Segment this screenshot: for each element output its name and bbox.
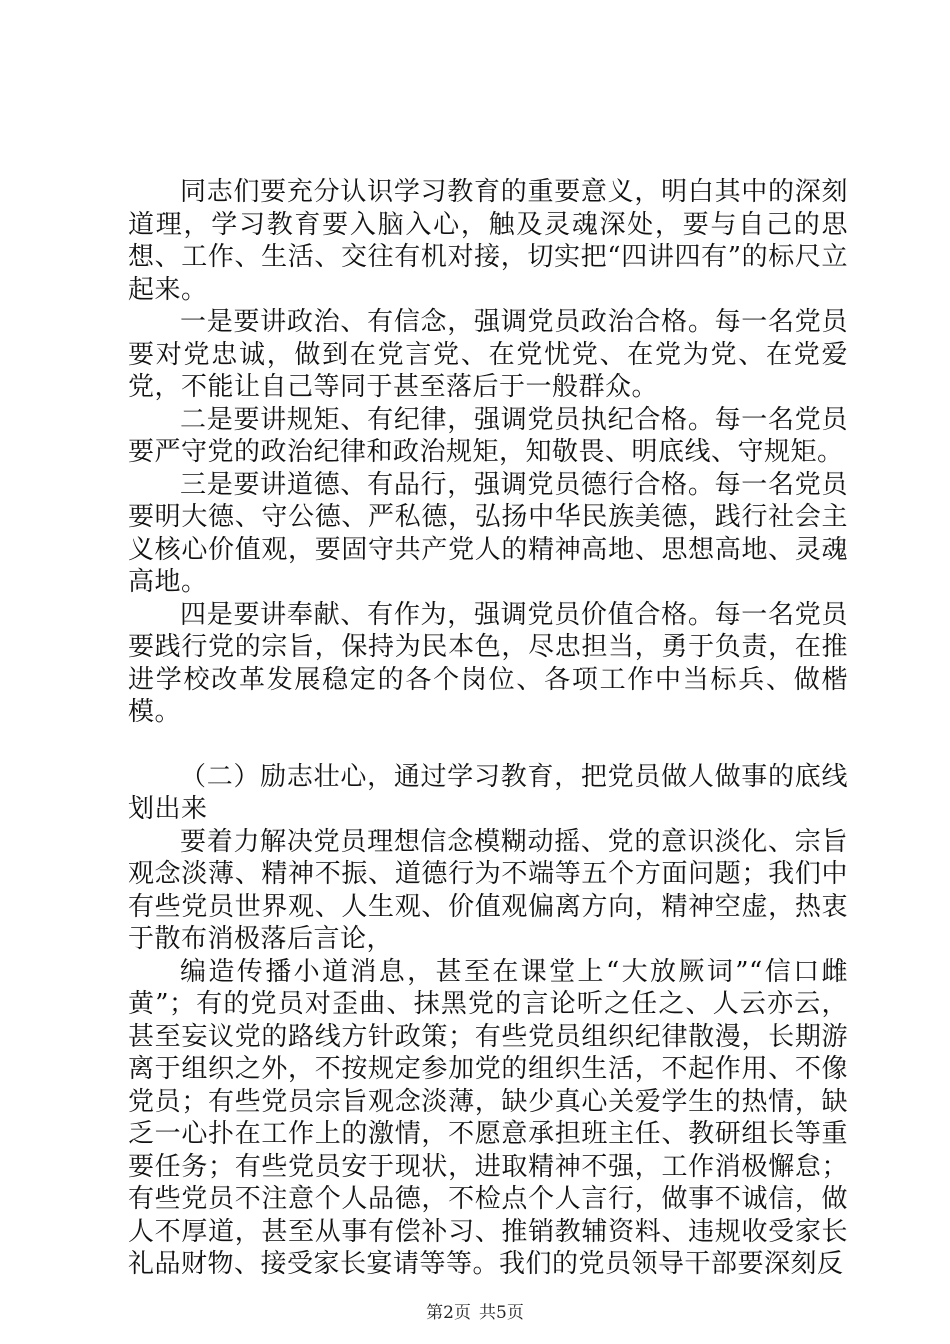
page-number: 第2页 (426, 1303, 471, 1323)
paragraph-examples: 编造传播小道消息，甚至在课堂上“大放厥词”“信口雌黄”；有的党员对歪曲、抹黑党的言论听之任之、人云亦云，甚至妄议党的路线方针政策；有些党员组织纪律散漫，长期游离于组织之外，不按规定参加党的组织生活，不起作用、不像党员；有些党员宗旨观念淡薄，缺少真心关爱学生的热情，缺乏一心扑在工作上的激情，不愿意承担班主任、教研组长等重要任务；有些党员安于现状，进取精神不强，工作消极懈怠；有些党员不注意个人品德，不检点个人言行，做事不诚信，做人不厚道，甚至从事有偿补习、推销教辅资料、违规收受家长礼品财物、接受家长宴请等等。我们的党员领导干部要深刻反 (128, 956, 848, 1279)
page-total: 共5页 (479, 1303, 524, 1323)
paragraph-point-three: 三是要讲道德、有品行，强调党员德行合格。每一名党员要明大德、守公德、严私德，弘扬中华民族美德，践行社会主义核心价值观，要固守共产党人的精神高地、思想高地、灵魂高地。 (128, 469, 848, 597)
paragraph-point-one: 一是要讲政治、有信念，强调党员政治合格。每一名党员要对党忠诚，做到在党言党、在党忧党、在党为党、在党爱党，不能让自己等同于甚至落后于一般群众。 (128, 307, 848, 402)
document-body (128, 176, 848, 1281)
paragraph-intro: 同志们要充分认识学习教育的重要意义，明白其中的深刻道理，学习教育要入脑入心，触及灵魂深处，要与自己的思想、工作、生活、交往有机对接，切实把“四讲四有”的标尺立起来。 (128, 177, 848, 305)
paragraph-point-two: 二是要讲规矩、有纪律，强调党员执纪合格。每一名党员要严守党的政治纪律和政治规矩，知敬畏、明底线、守规矩。 (128, 404, 848, 467)
section-heading: （二）励志壮心，通过学习教育，把党员做人做事的底线划出来 (128, 761, 848, 824)
paragraph-point-four: 四是要讲奉献、有作为，强调党员价值合格。每一名党员要践行党的宗旨，保持为民本色，尽忠担当，勇于负责，在推进学校改革发展稳定的各个岗位、各项工作中当标兵、做楷模。 (128, 599, 848, 727)
page-footer (0, 1298, 950, 1323)
paragraph-problems: 要着力解决党员理想信念模糊动摇、党的意识淡化、宗旨观念淡薄、精神不振、道德行为不端等五个方面问题；我们中有些党员世界观、人生观、价值观偏离方向，精神空虚，热衷于散布消极落后言论， (128, 826, 848, 954)
